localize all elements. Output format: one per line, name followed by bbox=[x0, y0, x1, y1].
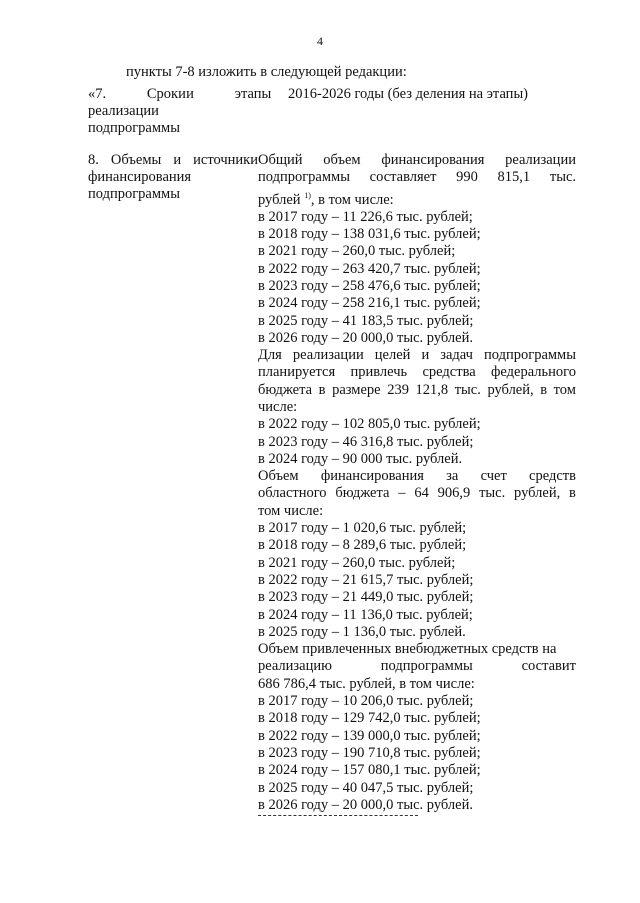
section-8-label-line: финансирования bbox=[88, 169, 192, 185]
federal-line-3 bbox=[258, 382, 576, 399]
word: бюджета bbox=[335, 485, 390, 502]
regional-line-1 bbox=[258, 468, 576, 485]
year-line: в 2025 году – 41 183,5 тыс. рублей; bbox=[258, 312, 474, 329]
section-8-label-word: и bbox=[173, 152, 182, 168]
year-line: в 2024 году – 258 216,1 тыс. рублей; bbox=[258, 295, 481, 312]
word: 815,1 bbox=[497, 169, 531, 186]
word: составляет bbox=[369, 169, 437, 186]
regional-line-2 bbox=[258, 485, 576, 502]
year-line: в 2026 году – 20 000,0 тыс. рублей. bbox=[258, 329, 473, 346]
year-line: в 2023 году – 21 449,0 тыс. рублей; bbox=[258, 589, 474, 606]
word: тыс. bbox=[479, 485, 506, 502]
year-line: в 2022 году – 263 420,7 тыс. рублей; bbox=[258, 260, 481, 277]
word: привлечь bbox=[350, 364, 408, 381]
word: в bbox=[540, 381, 548, 398]
section-8-content bbox=[258, 152, 576, 814]
year-line: в 2017 году – 10 206,0 тыс. рублей; bbox=[258, 693, 474, 710]
word: в bbox=[318, 381, 326, 398]
year-line: в 2017 году – 11 226,6 тыс. рублей; bbox=[258, 208, 473, 225]
text-fragment: , в том числе: bbox=[310, 191, 394, 208]
page-number: 4 bbox=[317, 34, 323, 48]
intro-text: пункты 7-8 изложить в следующей редакции: bbox=[126, 64, 407, 80]
word: федерального bbox=[491, 364, 576, 381]
year-line: в 2021 году – 260,0 тыс. рублей; bbox=[258, 243, 456, 260]
federal-line-1 bbox=[258, 347, 576, 364]
extrabudget-line-2 bbox=[258, 658, 576, 675]
year-line: в 2018 году – 8 289,6 тыс. рублей; bbox=[258, 537, 467, 554]
word: 64 bbox=[414, 485, 429, 502]
year-line: в 2025 году – 40 047,5 тыс. рублей; bbox=[258, 779, 474, 796]
section-7-word: этапы bbox=[234, 86, 272, 102]
section-7-label-line: реализации bbox=[88, 103, 159, 119]
section-8-label-first-line bbox=[88, 152, 258, 169]
section-7-word: Сроки bbox=[146, 86, 186, 102]
federal-line-2 bbox=[258, 364, 576, 381]
year-line: в 2024 году – 157 080,1 тыс. рублей; bbox=[258, 762, 481, 779]
section-7-number: «7. bbox=[88, 86, 107, 102]
section-8-label-line: подпрограммы bbox=[88, 186, 180, 202]
word: подпрограммы bbox=[380, 658, 473, 675]
section-8-label-word: Объемы bbox=[110, 152, 162, 168]
year-line: в 2025 году – 1 136,0 тыс. рублей. bbox=[258, 623, 466, 640]
total-line-3 bbox=[258, 187, 576, 209]
word: рублей bbox=[258, 191, 301, 208]
year-line: в 2022 году – 139 000,0 тыс. рублей; bbox=[258, 727, 481, 744]
footnote-marker: 1) bbox=[304, 190, 311, 200]
section-7-first-line bbox=[88, 86, 528, 103]
word: реализации bbox=[505, 152, 576, 168]
extrabudget-line-1: Объем привлеченных внебюджетных средств на bbox=[258, 641, 557, 658]
word: Для bbox=[258, 347, 282, 364]
word: 121,8 bbox=[415, 381, 449, 398]
word: тыс. bbox=[549, 169, 576, 186]
word: рублей, bbox=[487, 381, 534, 398]
word: Объем bbox=[258, 468, 299, 485]
year-line: в 2018 году – 138 031,6 тыс. рублей; bbox=[258, 226, 481, 243]
section-8-label bbox=[88, 152, 258, 203]
word: в bbox=[569, 485, 576, 502]
year-line: в 2023 году – 258 476,6 тыс. рублей; bbox=[258, 277, 481, 294]
word: тыс. bbox=[454, 381, 481, 398]
section-7-word: и bbox=[186, 86, 194, 102]
word: 239 bbox=[387, 381, 409, 398]
year-line: в 2022 году – 102 805,0 тыс. рублей; bbox=[258, 416, 481, 433]
word: 906,9 bbox=[437, 485, 471, 502]
year-line: в 2026 году – 20 000,0 тыс. рублей. bbox=[258, 796, 473, 813]
word: подпрограммы bbox=[258, 169, 350, 186]
word: 990 bbox=[456, 169, 478, 186]
total-line-2 bbox=[258, 169, 576, 186]
section-7-value: 2016-2026 годы (без деления на этапы) bbox=[287, 86, 529, 102]
total-line-1 bbox=[258, 152, 576, 169]
year-line: в 2024 году – 11 136,0 тыс. рублей; bbox=[258, 606, 473, 623]
regional-line-3: том числе: bbox=[258, 502, 324, 519]
word: том bbox=[553, 381, 576, 398]
word: бюджета bbox=[258, 381, 313, 398]
word: планируется bbox=[258, 364, 336, 381]
word: средства bbox=[422, 364, 476, 381]
year-line: в 2024 году – 90 000 тыс. рублей. bbox=[258, 450, 463, 467]
word: финансирования bbox=[320, 468, 424, 485]
section-8-number: 8. bbox=[88, 152, 99, 168]
word: подпрограммы bbox=[484, 347, 576, 364]
word: – bbox=[398, 485, 406, 502]
year-line: в 2023 году – 46 316,8 тыс. рублей; bbox=[258, 433, 474, 450]
word: и bbox=[421, 347, 430, 364]
section-8-label-word: источники bbox=[193, 152, 258, 168]
word: целей bbox=[374, 347, 411, 364]
year-line: в 2017 году – 1 020,6 тыс. рублей; bbox=[258, 520, 467, 537]
year-line: в 2023 году – 190 710,8 тыс. рублей; bbox=[258, 744, 481, 761]
extrabudget-line-3: 686 786,4 тыс. рублей, в том числе: bbox=[258, 675, 475, 692]
word: реализацию bbox=[258, 658, 332, 675]
word: реализации bbox=[292, 347, 364, 364]
word: финансирования bbox=[381, 152, 485, 168]
word: размере bbox=[332, 381, 381, 398]
word: Общий bbox=[258, 152, 303, 168]
word: рублей, bbox=[514, 485, 561, 502]
word: счет bbox=[480, 468, 507, 485]
word: средств bbox=[529, 468, 576, 485]
year-line: в 2021 году – 260,0 тыс. рублей; bbox=[258, 554, 456, 571]
federal-line-4: числе: bbox=[258, 398, 298, 415]
word: объем bbox=[323, 152, 361, 168]
year-line: в 2022 году – 21 615,7 тыс. рублей; bbox=[258, 571, 474, 588]
word: составит bbox=[521, 658, 576, 675]
separator-line bbox=[258, 815, 418, 816]
section-7-label-line: подпрограммы bbox=[88, 120, 180, 136]
word: областного bbox=[258, 485, 327, 502]
word: задач bbox=[440, 347, 473, 364]
word: за bbox=[446, 468, 459, 485]
year-line: в 2018 году – 129 742,0 тыс. рублей; bbox=[258, 710, 481, 727]
section-7 bbox=[88, 86, 528, 137]
